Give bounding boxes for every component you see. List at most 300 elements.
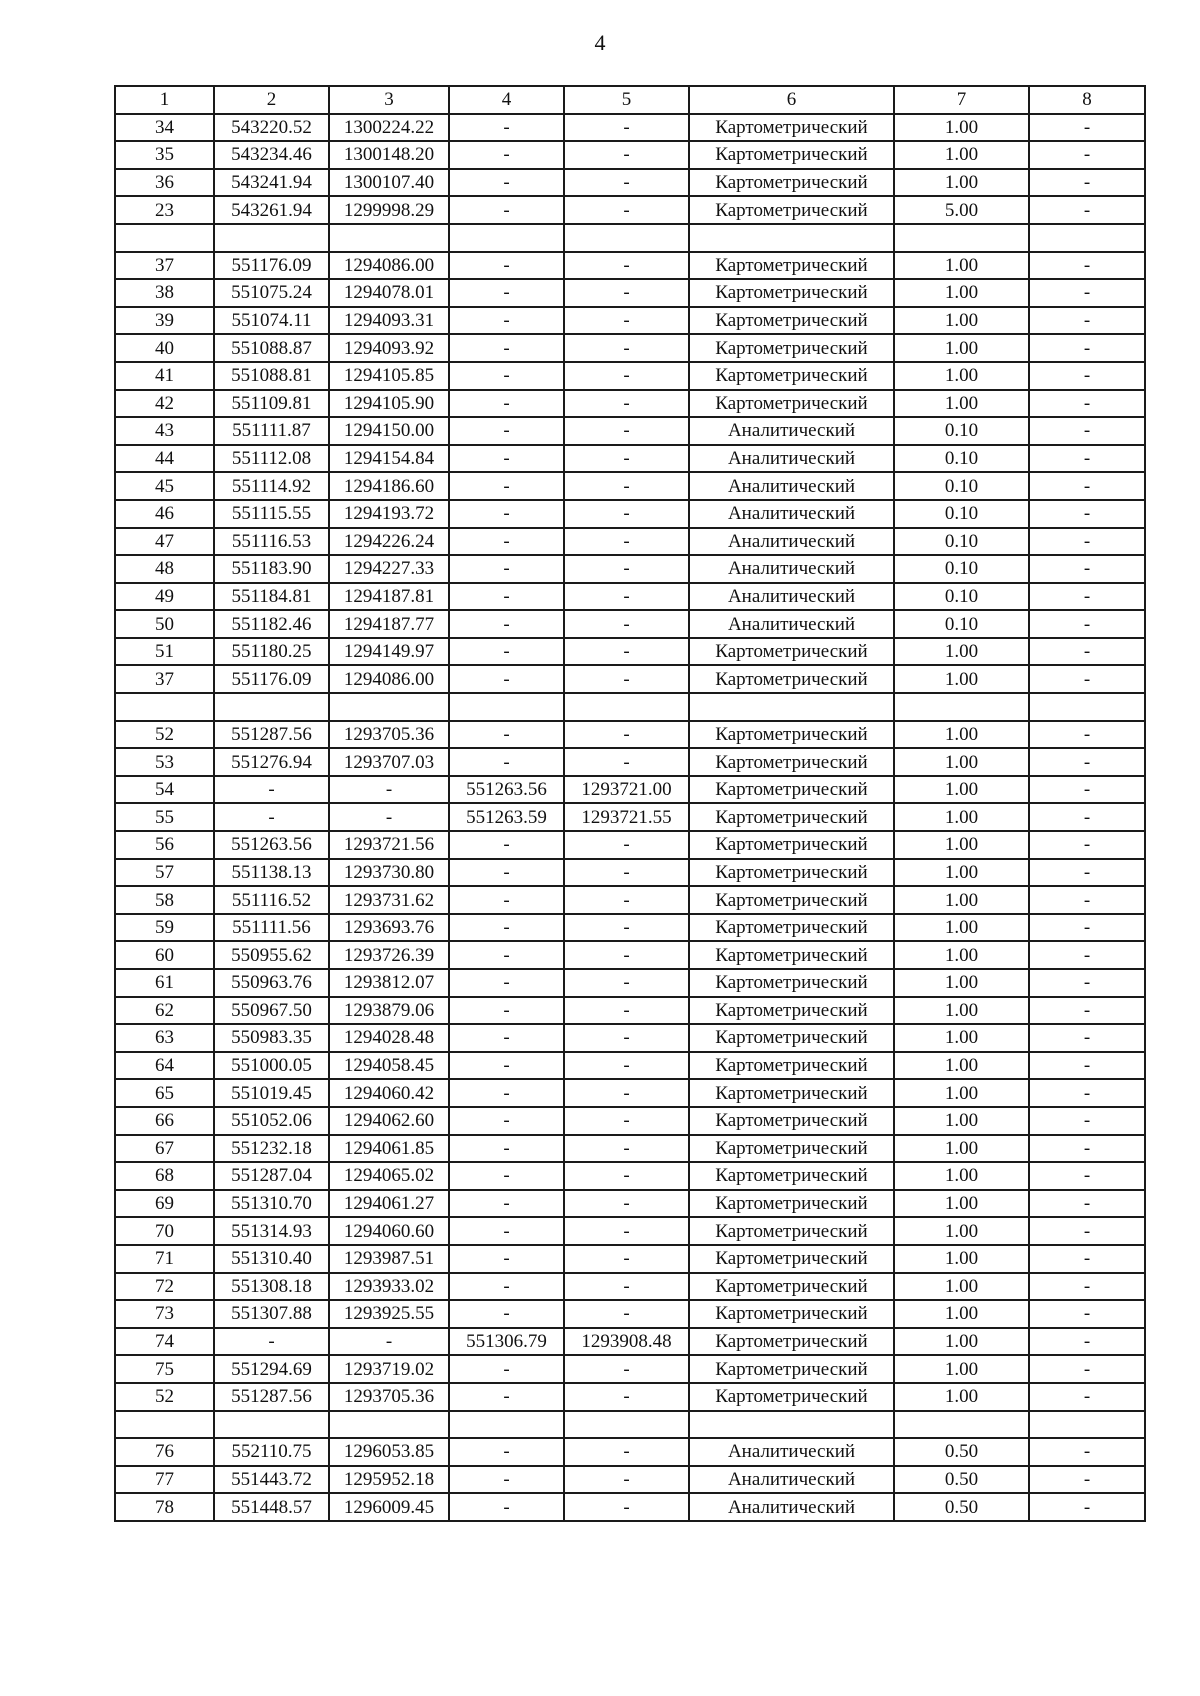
table-cell: - xyxy=(1029,390,1145,418)
table-cell: 543261.94 xyxy=(214,196,329,224)
table-cell: 551182.46 xyxy=(214,610,329,638)
table-cell: Картометрический xyxy=(689,914,894,942)
table-cell: 40 xyxy=(115,334,214,362)
table-cell: 1294187.81 xyxy=(329,583,449,611)
table-row xyxy=(115,1245,1145,1273)
table-cell: 1.00 xyxy=(894,969,1029,997)
table-cell: 70 xyxy=(115,1217,214,1245)
table-cell: 0.10 xyxy=(894,417,1029,445)
table-row xyxy=(115,1024,1145,1052)
table-row xyxy=(115,1217,1145,1245)
table-row xyxy=(115,886,1145,914)
table-cell: 1294078.01 xyxy=(329,279,449,307)
table-cell: 1.00 xyxy=(894,114,1029,142)
table-cell: Аналитический xyxy=(689,417,894,445)
table-row xyxy=(115,941,1145,969)
table-row xyxy=(115,914,1145,942)
table-cell: - xyxy=(449,914,564,942)
table-cell: Картометрический xyxy=(689,279,894,307)
table-cell: 1.00 xyxy=(894,252,1029,280)
table-cell: 73 xyxy=(115,1300,214,1328)
table-cell: 51 xyxy=(115,638,214,666)
table-cell: 1293908.48 xyxy=(564,1328,689,1356)
table-cell: - xyxy=(564,555,689,583)
table-cell: - xyxy=(564,196,689,224)
table-cell: - xyxy=(564,1245,689,1273)
table-cell xyxy=(214,1411,329,1439)
table-cell: - xyxy=(449,1052,564,1080)
table-cell: 551088.81 xyxy=(214,362,329,390)
table-cell: - xyxy=(564,390,689,418)
table-row xyxy=(115,1355,1145,1383)
table-cell: - xyxy=(1029,1466,1145,1494)
table-cell: 551287.04 xyxy=(214,1162,329,1190)
table-cell: - xyxy=(449,665,564,693)
table-cell: Картометрический xyxy=(689,748,894,776)
table-cell: 1.00 xyxy=(894,1162,1029,1190)
table-cell: 1.00 xyxy=(894,1273,1029,1301)
table-cell: 77 xyxy=(115,1466,214,1494)
table-cell: - xyxy=(564,941,689,969)
table-cell: - xyxy=(564,997,689,1025)
table-row xyxy=(115,969,1145,997)
table-row xyxy=(115,1190,1145,1218)
table-cell: - xyxy=(564,1466,689,1494)
table-cell: - xyxy=(564,583,689,611)
table-cell: - xyxy=(449,721,564,749)
table-cell: 63 xyxy=(115,1024,214,1052)
table-cell: - xyxy=(1029,169,1145,197)
table-cell: - xyxy=(1029,1079,1145,1107)
table-cell: 34 xyxy=(115,114,214,142)
table-cell: 1.00 xyxy=(894,803,1029,831)
table-row xyxy=(115,169,1145,197)
table-row xyxy=(115,997,1145,1025)
table-cell: 551176.09 xyxy=(214,665,329,693)
table-row xyxy=(115,1383,1145,1411)
table-cell: Аналитический xyxy=(689,610,894,638)
table-cell: Картометрический xyxy=(689,362,894,390)
table-cell xyxy=(894,1411,1029,1439)
table-cell: 1293987.51 xyxy=(329,1245,449,1273)
table-cell: 543241.94 xyxy=(214,169,329,197)
table-cell: 1293925.55 xyxy=(329,1300,449,1328)
table-cell: 76 xyxy=(115,1438,214,1466)
table-cell: 551263.56 xyxy=(214,831,329,859)
table-cell: - xyxy=(564,1383,689,1411)
table-body xyxy=(115,114,1145,1521)
table-cell: - xyxy=(214,803,329,831)
table-cell: - xyxy=(449,252,564,280)
table-cell: 1.00 xyxy=(894,665,1029,693)
table-cell: - xyxy=(449,196,564,224)
table-cell: - xyxy=(564,1107,689,1135)
table-cell: - xyxy=(449,1355,564,1383)
table-cell: Картометрический xyxy=(689,941,894,969)
table-cell: 1294061.85 xyxy=(329,1135,449,1163)
table-cell: Картометрический xyxy=(689,1300,894,1328)
table-cell: 49 xyxy=(115,583,214,611)
table-cell xyxy=(564,1411,689,1439)
table-header-row xyxy=(115,86,1145,114)
table-cell: 1.00 xyxy=(894,886,1029,914)
table-row xyxy=(115,665,1145,693)
table-cell: 0.10 xyxy=(894,500,1029,528)
table-cell: 1.00 xyxy=(894,914,1029,942)
table-cell: 54 xyxy=(115,776,214,804)
table-cell: - xyxy=(564,886,689,914)
table-row xyxy=(115,1135,1145,1163)
table-cell: 1293721.56 xyxy=(329,831,449,859)
table-cell: 1.00 xyxy=(894,1217,1029,1245)
table-cell xyxy=(689,1411,894,1439)
table-cell: 65 xyxy=(115,1079,214,1107)
table-cell: 1294227.33 xyxy=(329,555,449,583)
table-row xyxy=(115,362,1145,390)
table-cell: 1293731.62 xyxy=(329,886,449,914)
table-cell: - xyxy=(1029,969,1145,997)
table-cell: 551138.13 xyxy=(214,859,329,887)
table-row xyxy=(115,1328,1145,1356)
table-cell xyxy=(115,224,214,252)
table-row xyxy=(115,528,1145,556)
table-cell: - xyxy=(1029,555,1145,583)
table-cell xyxy=(564,693,689,721)
table-cell: 67 xyxy=(115,1135,214,1163)
table-cell: 1293726.39 xyxy=(329,941,449,969)
table-cell: - xyxy=(449,1383,564,1411)
table-cell: 1294062.60 xyxy=(329,1107,449,1135)
table-cell: 551306.79 xyxy=(449,1328,564,1356)
table-cell: 551111.56 xyxy=(214,914,329,942)
table-cell: 0.50 xyxy=(894,1493,1029,1521)
table-cell: - xyxy=(449,941,564,969)
table-cell: 551075.24 xyxy=(214,279,329,307)
table-row xyxy=(115,803,1145,831)
table-cell: 1.00 xyxy=(894,1024,1029,1052)
table-cell: Картометрический xyxy=(689,721,894,749)
table-cell: Картометрический xyxy=(689,1162,894,1190)
table-cell: Картометрический xyxy=(689,1383,894,1411)
table-cell xyxy=(329,224,449,252)
table-cell: - xyxy=(449,886,564,914)
table-cell: 1293721.55 xyxy=(564,803,689,831)
coordinates-table xyxy=(114,85,1146,1522)
table-cell: 1.00 xyxy=(894,1328,1029,1356)
table-cell: - xyxy=(564,334,689,362)
table-cell: 0.10 xyxy=(894,528,1029,556)
table-cell: 551088.87 xyxy=(214,334,329,362)
header-cell: 4 xyxy=(449,86,564,114)
table-cell: 1293707.03 xyxy=(329,748,449,776)
header-cell: 1 xyxy=(115,86,214,114)
table-cell xyxy=(1029,224,1145,252)
table-row xyxy=(115,776,1145,804)
table-cell: 41 xyxy=(115,362,214,390)
table-cell: Картометрический xyxy=(689,307,894,335)
table-cell: 1.00 xyxy=(894,1355,1029,1383)
table-cell: - xyxy=(564,638,689,666)
table-cell: - xyxy=(564,1135,689,1163)
table-cell: 55 xyxy=(115,803,214,831)
table-cell: 1.00 xyxy=(894,748,1029,776)
table-cell: - xyxy=(564,1355,689,1383)
table-cell: 551287.56 xyxy=(214,721,329,749)
table-cell: - xyxy=(564,914,689,942)
table-row xyxy=(115,472,1145,500)
table-cell: - xyxy=(1029,1383,1145,1411)
table-cell: - xyxy=(449,307,564,335)
table-cell: - xyxy=(1029,334,1145,362)
table-cell: 551000.05 xyxy=(214,1052,329,1080)
table-cell: - xyxy=(1029,1300,1145,1328)
table-cell: - xyxy=(1029,1052,1145,1080)
table-cell: - xyxy=(449,1107,564,1135)
table-cell: Аналитический xyxy=(689,528,894,556)
table-cell: - xyxy=(1029,1245,1145,1273)
table-cell: Картометрический xyxy=(689,334,894,362)
table-cell: Картометрический xyxy=(689,886,894,914)
table-cell: 64 xyxy=(115,1052,214,1080)
table-row xyxy=(115,252,1145,280)
table-cell: 1.00 xyxy=(894,831,1029,859)
table-cell: 543220.52 xyxy=(214,114,329,142)
table-cell: 44 xyxy=(115,445,214,473)
table-cell: - xyxy=(564,1300,689,1328)
table-cell: 1294226.24 xyxy=(329,528,449,556)
table-cell: - xyxy=(1029,141,1145,169)
table-cell: - xyxy=(1029,1024,1145,1052)
table-cell: Картометрический xyxy=(689,638,894,666)
table-cell: - xyxy=(564,307,689,335)
table-cell: - xyxy=(1029,196,1145,224)
table-cell: - xyxy=(564,721,689,749)
table-cell: - xyxy=(449,1079,564,1107)
table-cell: - xyxy=(329,803,449,831)
table-cell: - xyxy=(1029,417,1145,445)
table-cell: - xyxy=(1029,859,1145,887)
table-row xyxy=(115,500,1145,528)
table-cell: 47 xyxy=(115,528,214,556)
table-row xyxy=(115,748,1145,776)
table-cell: - xyxy=(449,610,564,638)
table-cell: Картометрический xyxy=(689,390,894,418)
table-cell: 60 xyxy=(115,941,214,969)
table-cell: - xyxy=(329,776,449,804)
table-cell: - xyxy=(564,748,689,776)
table-row xyxy=(115,334,1145,362)
table-cell: - xyxy=(1029,914,1145,942)
table-cell: 1.00 xyxy=(894,1079,1029,1107)
table-cell: 1296009.45 xyxy=(329,1493,449,1521)
table-cell: Картометрический xyxy=(689,114,894,142)
table-cell: - xyxy=(564,528,689,556)
table-cell: 551074.11 xyxy=(214,307,329,335)
table-cell: - xyxy=(564,1162,689,1190)
table-row xyxy=(115,831,1145,859)
table-cell: - xyxy=(449,472,564,500)
table-cell: - xyxy=(449,362,564,390)
table-cell: 1.00 xyxy=(894,997,1029,1025)
table-cell: - xyxy=(449,417,564,445)
table-cell: - xyxy=(449,1273,564,1301)
table-cell: 1294187.77 xyxy=(329,610,449,638)
table-cell: - xyxy=(1029,1438,1145,1466)
table-cell: Картометрический xyxy=(689,969,894,997)
table-cell: 1294186.60 xyxy=(329,472,449,500)
table-cell: - xyxy=(1029,1217,1145,1245)
table-cell: - xyxy=(1029,472,1145,500)
table-cell: 71 xyxy=(115,1245,214,1273)
separator-row xyxy=(115,224,1145,252)
table-cell: 5.00 xyxy=(894,196,1029,224)
table-cell: - xyxy=(1029,1107,1145,1135)
table-cell: 551112.08 xyxy=(214,445,329,473)
table-cell: 551263.56 xyxy=(449,776,564,804)
table-cell: - xyxy=(564,1493,689,1521)
table-cell: 551115.55 xyxy=(214,500,329,528)
table-cell: - xyxy=(564,1052,689,1080)
separator-row xyxy=(115,1411,1145,1439)
table-cell: 1293705.36 xyxy=(329,721,449,749)
table-cell: 1294060.42 xyxy=(329,1079,449,1107)
table-cell: - xyxy=(564,141,689,169)
table-cell: Картометрический xyxy=(689,1328,894,1356)
table-cell: - xyxy=(449,500,564,528)
table-cell: 1293730.80 xyxy=(329,859,449,887)
table-row xyxy=(115,279,1145,307)
table-cell: - xyxy=(564,831,689,859)
table-cell: - xyxy=(1029,803,1145,831)
table-cell: 550955.62 xyxy=(214,941,329,969)
table-row xyxy=(115,1300,1145,1328)
table-cell: Картометрический xyxy=(689,196,894,224)
table-cell: Аналитический xyxy=(689,555,894,583)
table-cell: 1293721.00 xyxy=(564,776,689,804)
table-cell: 550967.50 xyxy=(214,997,329,1025)
table-cell: 551308.18 xyxy=(214,1273,329,1301)
table-cell: 551287.56 xyxy=(214,1383,329,1411)
table-cell: - xyxy=(1029,114,1145,142)
table-cell: 1.00 xyxy=(894,279,1029,307)
header-cell: 7 xyxy=(894,86,1029,114)
table-cell: 1294150.00 xyxy=(329,417,449,445)
table-cell xyxy=(894,693,1029,721)
table-cell: - xyxy=(449,1024,564,1052)
table-cell: - xyxy=(1029,997,1145,1025)
table-cell: 551052.06 xyxy=(214,1107,329,1135)
table-cell: - xyxy=(1029,528,1145,556)
table-cell: 68 xyxy=(115,1162,214,1190)
table-cell: 551116.53 xyxy=(214,528,329,556)
table-cell: 551307.88 xyxy=(214,1300,329,1328)
table-cell: - xyxy=(1029,665,1145,693)
table-cell: - xyxy=(1029,1135,1145,1163)
table-cell: - xyxy=(449,1438,564,1466)
table-row xyxy=(115,114,1145,142)
table-row xyxy=(115,1466,1145,1494)
table-cell: - xyxy=(1029,1162,1145,1190)
table-row xyxy=(115,1438,1145,1466)
table-cell: 1294105.90 xyxy=(329,390,449,418)
header-cell: 5 xyxy=(564,86,689,114)
table-cell xyxy=(115,1411,214,1439)
table-cell: Картометрический xyxy=(689,1273,894,1301)
table-cell: 43 xyxy=(115,417,214,445)
table-row xyxy=(115,721,1145,749)
table-cell: - xyxy=(1029,831,1145,859)
table-cell: 0.50 xyxy=(894,1466,1029,1494)
table-cell: Аналитический xyxy=(689,1466,894,1494)
table-cell: 1.00 xyxy=(894,1135,1029,1163)
table-cell: 1294154.84 xyxy=(329,445,449,473)
table-cell: - xyxy=(449,528,564,556)
table-cell: - xyxy=(449,831,564,859)
table-cell: 0.10 xyxy=(894,583,1029,611)
table-cell: - xyxy=(564,1024,689,1052)
table-cell: 551176.09 xyxy=(214,252,329,280)
table-cell: 52 xyxy=(115,721,214,749)
table-cell: 1.00 xyxy=(894,362,1029,390)
table-cell: Аналитический xyxy=(689,1438,894,1466)
table-cell: 1.00 xyxy=(894,1052,1029,1080)
table-cell: 1.00 xyxy=(894,941,1029,969)
table-cell xyxy=(329,1411,449,1439)
table-row xyxy=(115,638,1145,666)
table-row xyxy=(115,610,1145,638)
table-cell: 551111.87 xyxy=(214,417,329,445)
table-cell: 36 xyxy=(115,169,214,197)
table-cell: 1294058.45 xyxy=(329,1052,449,1080)
table-cell: 1294093.31 xyxy=(329,307,449,335)
table-cell: 550963.76 xyxy=(214,969,329,997)
table-cell: - xyxy=(1029,500,1145,528)
table-cell: 1294149.97 xyxy=(329,638,449,666)
table-cell xyxy=(689,224,894,252)
table-cell: - xyxy=(564,1079,689,1107)
table-row xyxy=(115,1162,1145,1190)
table-cell: - xyxy=(1029,252,1145,280)
table-cell: 551276.94 xyxy=(214,748,329,776)
table-cell: Картометрический xyxy=(689,997,894,1025)
table-cell: 57 xyxy=(115,859,214,887)
table-cell: - xyxy=(449,1190,564,1218)
table-cell: - xyxy=(449,969,564,997)
table-cell xyxy=(689,693,894,721)
table-cell: 551443.72 xyxy=(214,1466,329,1494)
table-cell: 1.00 xyxy=(894,141,1029,169)
table-cell: - xyxy=(449,169,564,197)
table-cell: 23 xyxy=(115,196,214,224)
table-cell: 551263.59 xyxy=(449,803,564,831)
table-cell xyxy=(115,693,214,721)
table-cell: - xyxy=(564,169,689,197)
table-cell: 1.00 xyxy=(894,1107,1029,1135)
table-cell: 1300224.22 xyxy=(329,114,449,142)
table-cell: 551314.93 xyxy=(214,1217,329,1245)
table-cell: 1.00 xyxy=(894,1245,1029,1273)
table-cell: - xyxy=(449,555,564,583)
table-cell: 1294028.48 xyxy=(329,1024,449,1052)
table-cell: - xyxy=(564,500,689,528)
table-cell: - xyxy=(1029,886,1145,914)
table-cell: 551109.81 xyxy=(214,390,329,418)
table-row xyxy=(115,390,1145,418)
table-row xyxy=(115,555,1145,583)
table-cell: 1294065.02 xyxy=(329,1162,449,1190)
table-cell: - xyxy=(1029,1355,1145,1383)
table-cell: 75 xyxy=(115,1355,214,1383)
